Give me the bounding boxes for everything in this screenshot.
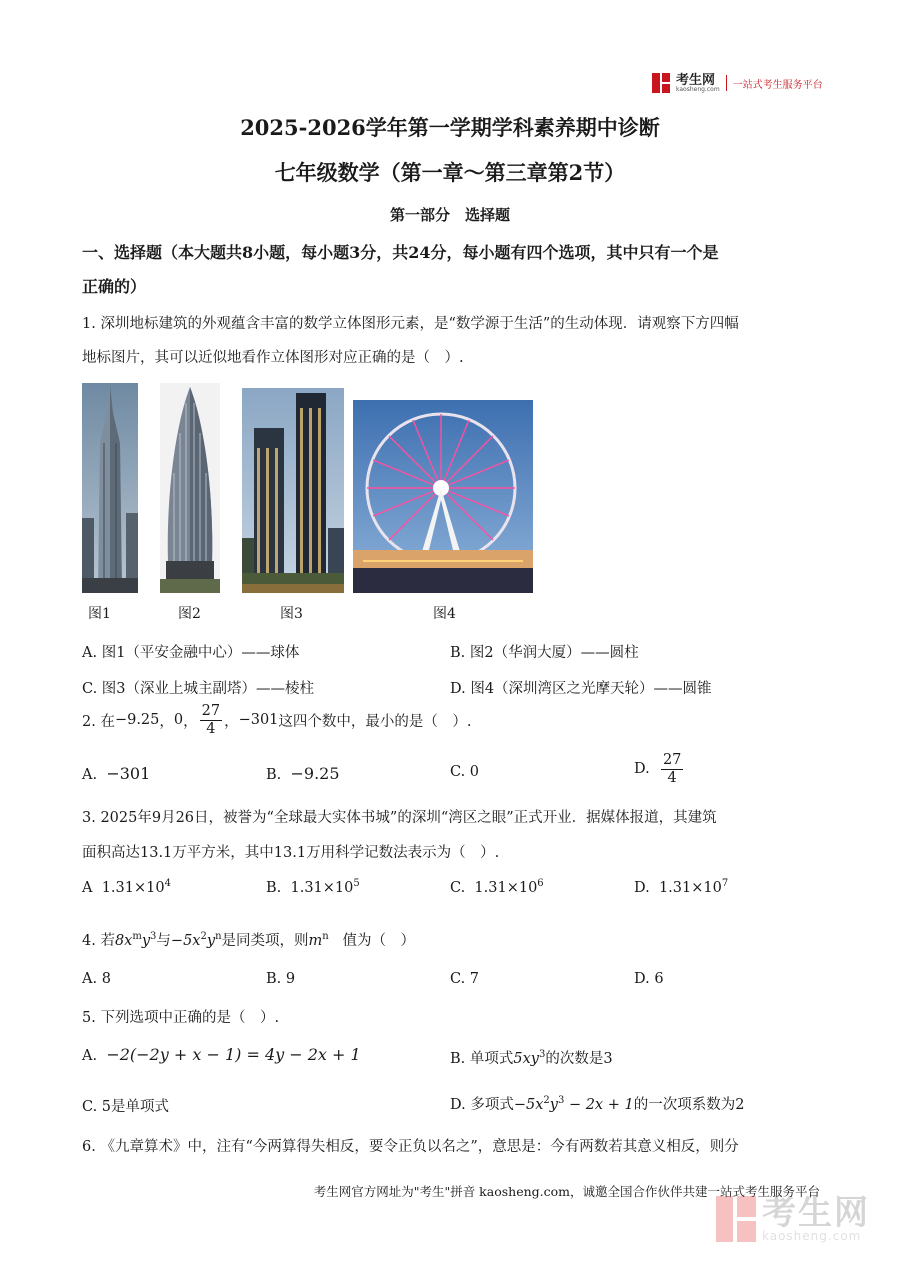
figure-2-image [160, 383, 220, 593]
q3-option-d: D. $1.31\times 10^7$ [634, 878, 729, 896]
q2-option-c: C. 0 [450, 764, 480, 780]
figure-3-image [242, 388, 344, 593]
q3-stem-line2: 面积高达13.1万平方米，其中13.1万用科学记数法表示为（ ）. [82, 845, 500, 861]
q1-stem-line2: 地标图片，其可以近似地看作立体图形对应正确的是（ ）. [82, 350, 464, 366]
watermark-name: 考生网 [762, 1193, 870, 1233]
q6-stem-line1: 6. 《九章算术》中，注有“今两算得失相反，要令正负以名之”，意思是：今有两数若其意义相反，则分 [82, 1139, 739, 1155]
q1-option-a: A. 图1（平安金融中心）——球体 [82, 645, 300, 661]
logo-slogan: 一站式考生服务平台 [732, 79, 823, 91]
q2-option-b: B. −9.25 [266, 764, 340, 783]
watermark [716, 1193, 870, 1243]
q4-stem: 4. 若$8x^my^3$与$-5x^2y^n$是同类项，则$m^n$ 值为（ ） [82, 931, 416, 949]
section-heading-line2: 正确的） [82, 277, 147, 296]
q1-stem-line1: 1. 深圳地标建筑的外观蕴含丰富的数学立体图形元素，是“数学源于生活”的生动体现．请观察下方四幅 [82, 316, 739, 332]
exam-subtitle: 七年级数学（第一章～第三章第2节） [274, 160, 626, 185]
part-title: 第一部分 选择题 [389, 206, 510, 224]
q2-fraction: $\frac{27}{4}$ [201, 703, 221, 737]
q2-stem: 2. 在 −9.25 ， 0 ， $\frac{27}{4}$ ， −301 这四个数中，最小的是（ ）. [82, 703, 472, 737]
q3-option-b: B. $1.31\times 10^5$ [266, 878, 360, 896]
q2-option-a: A. −301 [82, 764, 151, 783]
figure-3-caption: 图3 [280, 606, 303, 622]
watermark-logo-icon [716, 1196, 756, 1242]
q4-option-b: B. 9 [266, 971, 296, 987]
q2-option-d: D. $\frac{27}{4}$ [634, 752, 682, 786]
q4-option-c: C. 7 [450, 971, 480, 987]
q5-option-c: C. 5是单项式 [82, 1099, 170, 1115]
watermark-url: kaosheng.com [762, 1229, 862, 1243]
q5-stem: 5. 下列选项中正确的是（ ）. [82, 1010, 280, 1026]
header-logo [652, 70, 823, 96]
logo-url: kaosheng.com [676, 85, 720, 93]
q3-option-c: C. $1.31\times 10^6$ [450, 878, 544, 896]
q3-option-a: A $1.31\times 10^4$ [82, 878, 171, 896]
q4-option-d: D. 6 [634, 971, 664, 987]
logo-divider [726, 75, 727, 91]
figure-4-caption: 图4 [433, 606, 456, 622]
logo-name: 考生网 [676, 72, 716, 88]
q1-option-c: C. 图3（深业上城主副塔）——棱柱 [82, 681, 315, 697]
exam-title: 2025-2026学年第一学期学科素养期中诊断 [240, 115, 660, 140]
figure-1-caption: 图1 [88, 606, 111, 622]
page-footer: 考生网官方网址为"考生"拼音 kaosheng.com，诚邀全国合作伙伴共建一站式考生服务平台 [313, 1184, 820, 1199]
q5-option-a: A. −2(−2y + x − 1) = 4y − 2x + 1 [82, 1045, 361, 1064]
kaosheng-logo-icon [652, 73, 670, 93]
q5-option-b: B. 单项式$5xy^3$的次数是3 [450, 1049, 613, 1067]
figure-4-image [353, 400, 533, 593]
q4-option-a: A. 8 [82, 971, 111, 987]
q1-option-d: D. 图4（深圳湾区之光摩天轮）——圆锥 [450, 681, 712, 697]
q1-option-b: B. 图2（华润大厦）——圆柱 [450, 645, 639, 661]
figure-1-image [82, 383, 138, 593]
section-heading-line1: 一、选择题（本大题共8小题，每小题3分，共24分，每小题有四个选项，其中只有一个是 [82, 243, 719, 262]
q3-stem-line1: 3. 2025年9月26日，被誉为“全球最大实体书城”的深圳“湾区之眼”正式开业．据媒体报道，其建筑 [82, 810, 717, 826]
figure-2-caption: 图2 [178, 606, 201, 622]
q5-option-d: D. 多项式$-5x^2y^3 - 2x + 1$的一次项系数为2 [450, 1095, 745, 1113]
